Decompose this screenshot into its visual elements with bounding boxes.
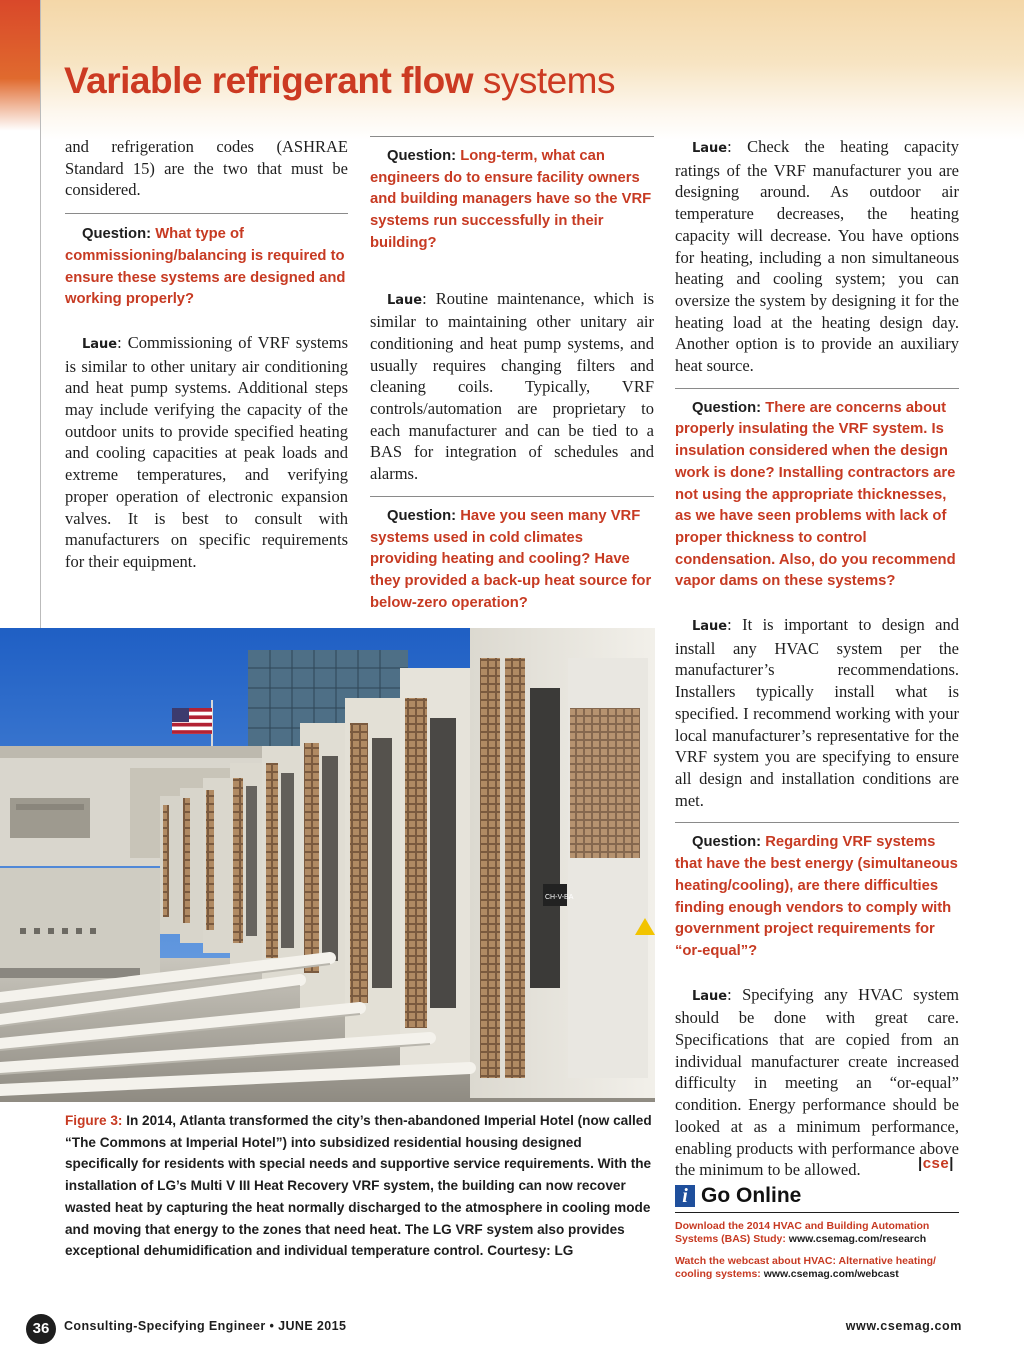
divider (65, 213, 348, 214)
figure-caption-text: In 2014, Atlanta transformed the city’s then-abandoned Imperial Hotel (now called “The Commons at Imperial Hotel”) into subsidized residential housing designed specifically for residents with special needs and supportive service requirements. With the installation of LG’s Multi V III Heat Recovery VRF system, the building can now recover wasted heat by capturing the heat normally discharged to the atmosphere in cooling mode and moving that energy to the zones that need heat. The LG VRF system also provides exceptional dehumidification and individual temperature control. Courtesy: LG (65, 1113, 652, 1259)
question (65, 224, 348, 311)
go-online-link-webcast[interactable] (675, 1255, 959, 1281)
title-light: systems (482, 60, 615, 101)
go-online-header (675, 1183, 959, 1213)
column-2 (370, 136, 654, 614)
paragraph: and refrigeration codes (ASHRAE Standard 15) are the two that must be considered. (65, 137, 348, 200)
go-online-link-research[interactable] (675, 1220, 959, 1246)
edge-rule (40, 0, 41, 630)
figure-photo (0, 628, 655, 1102)
question-label: Question: (692, 834, 762, 851)
cse-logo-text: cse (922, 1155, 950, 1172)
divider (370, 496, 654, 497)
rooftop-vrf-illustration (0, 628, 655, 1102)
go-online-title: Go Online (701, 1184, 802, 1207)
column-1 (65, 136, 348, 573)
divider (675, 388, 959, 389)
page-title (64, 58, 615, 104)
go-online-url[interactable]: www.csemag.com/webcast (763, 1268, 899, 1280)
flag-icon (172, 708, 212, 734)
publication-line: Consulting-Specifying Engineer • JUNE 2015 (64, 1319, 347, 1333)
website[interactable]: www.csemag.com (845, 1319, 962, 1333)
answer-text: : Routine maintenance, which is similar to maintaining other unitary air conditioning and heat pump systems, and usually requires changing filters and cleaning coils. Typically, VRF controls/automation are proprietary to each manufacturer and can be tied to a BAS for integration of schedules and alarms. (370, 288, 654, 484)
answer-text: : It is important to design and install any HVAC system per the manufacturer’s recommendations. Installers typically install what is specified. I recommend working with your local manufacturer’s representative for the VRF system you are specifying to ensure all design and installation conditions are met. (675, 615, 959, 810)
answer (370, 288, 654, 485)
divider (675, 822, 959, 823)
question-label: Question: (387, 148, 457, 164)
answer-text: : Specifying any HVAC system should be done with great care. Specifications that are copied from an individual manufacturer create increased difficulty in meeting an “or-equal” condition. Energy performance should be looked at as a minimum performance, enabling products with performance above the minimum to be allowed. (675, 984, 959, 1180)
answer (65, 332, 348, 573)
answer (675, 136, 959, 377)
page-number-badge: 36 (26, 1314, 56, 1344)
question (675, 832, 959, 962)
cse-end-logo: |cse| (918, 1155, 954, 1172)
question (370, 506, 654, 615)
answer-label: Laue (82, 336, 118, 352)
title-bold: Variable refrigerant flow (64, 60, 474, 101)
question-label: Question: (692, 399, 762, 416)
go-online-url[interactable]: www.csemag.com/research (788, 1233, 927, 1245)
answer-label: Laue (692, 141, 728, 156)
answer-text: : Check the heating capacity ratings of the VRF manufacturer you are designing around. As outdoor air temperature decreases, the heating capacity will decrease. You have options for heating, including a non simultaneous heating and cooling system; you can oversize the system by designing it for the heating load at the heating design day. Another option is to provide an auxiliary heat source. (675, 137, 959, 376)
question-text: Have you seen many VRF systems used in cold climates providing heating and cooling? Have they provided a back-up heat source for below-zero operation? (370, 507, 652, 611)
question-text: Long-term, what can engineers do to ensure facility owners and building managers have so the VRF systems run successfully in their building? (370, 148, 652, 251)
question (675, 398, 959, 593)
answer-label: Laue (387, 292, 423, 308)
go-online-text: Download the 2014 HVAC and Building Automation Systems (BAS) Study: (675, 1220, 930, 1245)
question-text: What type of commissioning/balancing is required to ensure these systems are designed and working properly? (65, 226, 346, 308)
answer (675, 614, 959, 811)
column-3 (675, 136, 959, 1181)
figure-caption (65, 1110, 655, 1262)
go-online-box (675, 1183, 959, 1281)
info-icon: i (675, 1185, 695, 1207)
question-label: Question: (387, 507, 457, 524)
answer-label: Laue (692, 619, 728, 635)
answer-text: : Commissioning of VRF systems is similar to other unitary air conditioning and heat pump systems. Additional steps may include verifying the capacity of the outdoor units to provide specified heating and cooling capacities at peak loads and extreme temperatures, and verifying proper operation of electronic expansion valves. It is best to consult with manufacturers on specific requirements for their equipment. (65, 332, 348, 571)
question-label: Question: (82, 226, 152, 243)
go-online-text: Watch the webcast about HVAC: Alternative heating/ cooling systems: (675, 1255, 936, 1280)
question-text: There are concerns about properly insulating the VRF system. Is insulation considered when the design work is done? Installing contractors are not using the appropriate thicknesses, as we have seen problems with lack of proper thickness to control condensation. Also, do you recommend vapor dams on these systems? (675, 399, 956, 590)
figure-label: Figure 3: (65, 1113, 123, 1128)
question-text: Regarding VRF systems that have the best energy (simultaneous heating/cooling), are there difficulties finding enough vendors to comply with government project requirements for “or-equal”? (675, 834, 958, 959)
question (370, 146, 654, 255)
unit-label: CH-V-BA (545, 894, 574, 901)
answer (675, 984, 959, 1181)
divider (370, 136, 654, 137)
answer-label: Laue (692, 988, 728, 1004)
